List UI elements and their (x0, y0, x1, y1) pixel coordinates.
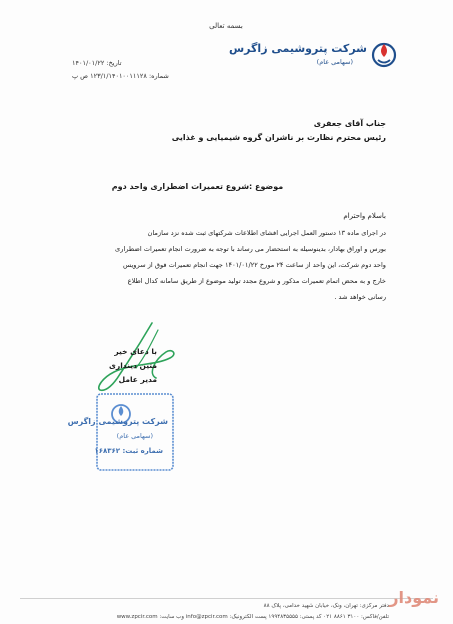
letter-date: تاریخ: ۱۴۰۱/۰۱/۲۲ (72, 59, 122, 67)
stamp-subtitle: (سهامی عام) (116, 432, 153, 440)
footer-divider (20, 598, 433, 599)
footer-address: دفتر مرکزی: تهران، ونک، خیابان شهید خدامی، پلاک ۸۸ (263, 603, 389, 609)
signer-name: متین دینداری (109, 361, 157, 370)
body-line: واحد دوم شرکت، این واحد از ساعت ۲۴ مورخ ۱۴۰۱/۰۱/۲۲ جهت انجام تعمیرات فوق از سرویس (123, 261, 386, 269)
recipient-name: جناب آقای جعفری (313, 119, 386, 128)
stamp-registration: شماره ثبت: ۱۶۸۳۶۲ (94, 447, 163, 455)
body-line: خارج و به محض اتمام تعمیرات مذکور و شروع مجدد تولید موضوع از طریق سامانه کدال اطلاع (127, 277, 386, 285)
signoff-closing: با دعای خیر (114, 347, 157, 356)
letter-number: شماره: ۱۲۳/۱/۱۴۰۱۰۰۱۱۱۲۸ ص پ (72, 72, 169, 80)
company-subtitle: (سهامی عام) (316, 58, 353, 66)
recipient-title: رئیس محترم نظارت بر ناشران گروه شیمیایی و غذایی (171, 133, 386, 142)
body-line: در اجرای ماده ۱۳ دستور العمل اجرایی افشای اطلاعات شرکتهای ثبت شده نزد سازمان (147, 229, 386, 237)
basmala: بسمه تعالی (209, 22, 243, 30)
company-logo-icon (371, 38, 397, 68)
stamp-company-name: شرکت پتروشیمی زاگرس (67, 417, 168, 426)
watermark-logo: نمودار (389, 588, 439, 607)
letter-subject: موضوع :شروع تعمیرات اضطراری واحد دوم (111, 182, 284, 191)
body-line: رسانی خواهد شد . (334, 293, 386, 301)
signer-title: مدیر عامل (118, 375, 157, 384)
footer-contacts: تلفن/فاکس: ۳۱۰۰ ۸۸۶۱ ۰۲۱ کد پستی: ۱۹۹۴۸۳۵۵۵۵ پست الکترونیک: info@zpcir.com وب سایت: www.zpcir.com (116, 614, 389, 620)
body-line: بورس و اوراق بهادار، بدینوسیله به استحضار می رساند با توجه به ضرورت انجام تعمیرات اضطراری (115, 245, 386, 253)
handwritten-signature (92, 318, 182, 398)
greeting: باسلام واحترام (343, 212, 386, 220)
company-name: شرکت پتروشیمی زاگرس (229, 42, 367, 55)
